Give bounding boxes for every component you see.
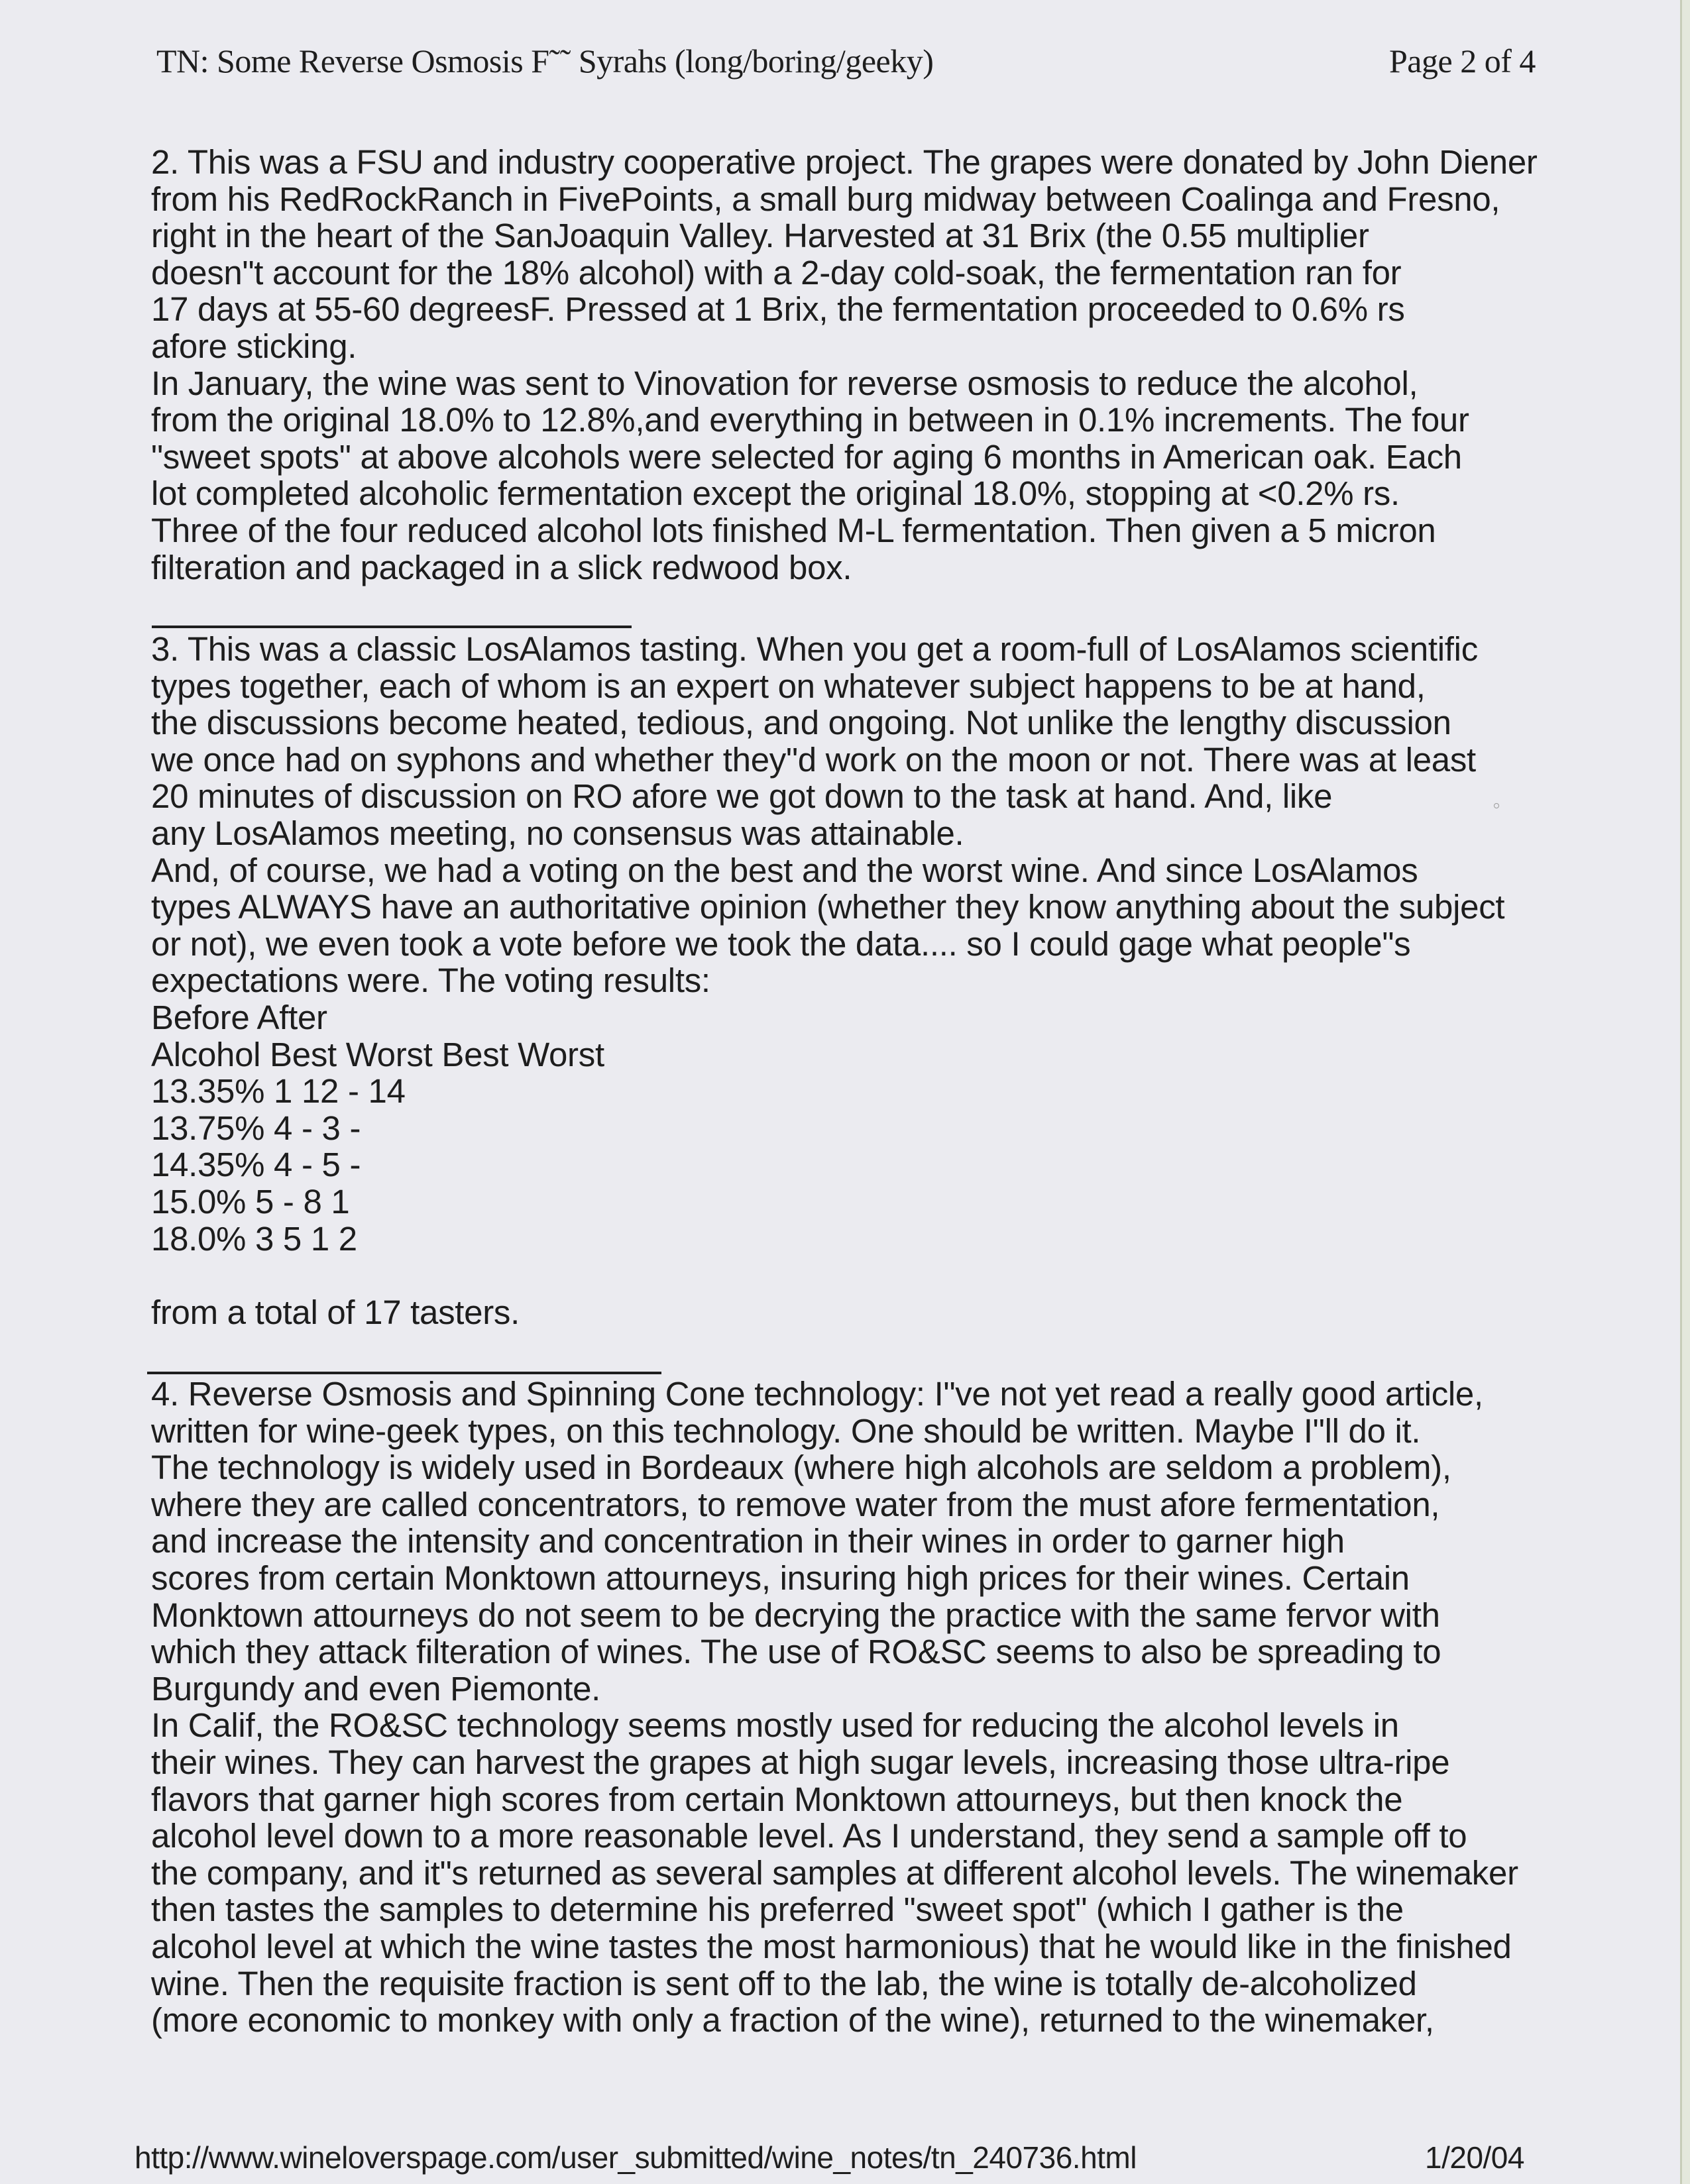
voting-column-header: Alcohol Best Worst Best Worst (151, 1035, 604, 1073)
text-line: scores from certain Monktown attourneys, insuring high prices for their wines. Certain (151, 1558, 1410, 1597)
text-line: alcohol level down to a more reasonable level. As I understand, they send a sample off to (151, 1817, 1467, 1855)
text-line: flavors that garner high scores from certain Monktown attourneys, but then knock the (151, 1780, 1403, 1818)
text-line: from the original 18.0% to 12.8%,and everything in between in 0.1% increments. The four (151, 401, 1469, 439)
text-line: The technology is widely used in Bordeaux (where high alcohols are seldom a problem), (151, 1448, 1451, 1487)
text-line: In January, the wine was sent to Vinovation for reverse osmosis to reduce the alcohol, (151, 364, 1418, 402)
text-line: "sweet spots" at above alcohols were selected for aging 6 months in American oak. Each (151, 437, 1462, 476)
text-line: their wines. They can harvest the grapes at high sugar levels, increasing those ultra-ripe (151, 1743, 1450, 1781)
text-line: expectations were. The voting results: (151, 961, 710, 1000)
text-line: afore sticking. (151, 327, 357, 365)
text-line: In Calif, the RO&SC technology seems mostly used for reducing the alcohol levels in (151, 1706, 1399, 1745)
text-line: the company, and it"s returned as several samples at different alcohol levels. The winemaker (151, 1853, 1518, 1892)
section-3 (151, 631, 1504, 1331)
section-divider (152, 626, 632, 628)
text-line: the discussions become heated, tedious, and ongoing. Not unlike the lengthy discussion (151, 704, 1451, 742)
scan-speck (1494, 803, 1499, 808)
text-line: from his RedRockRanch in FivePoints, a small burg midway between Coalinga and Fresno, (151, 180, 1500, 218)
voting-group-header: Before After (151, 998, 327, 1036)
text-line: types together, each of whom is an expert on whatever subject happens to be at hand, (151, 667, 1426, 705)
text-line: types ALWAYS have an authoritative opinion (whether they know anything about the subject (151, 888, 1505, 926)
section-divider (147, 1372, 661, 1374)
section-2 (151, 144, 1538, 586)
text-line: then tastes the samples to determine his preferred "sweet spot" (which I gather is the (151, 1890, 1404, 1929)
footer-url: http://www.wineloverspage.com/user_submitted/wine_notes/tn_240736.html (135, 2140, 1137, 2175)
section-4 (151, 1376, 1518, 2039)
text-line: doesn"t account for the 18% alcohol) with a 2-day cold-soak, the fermentation ran for (151, 253, 1402, 292)
text-line: Three of the four reduced alcohol lots finished M-L fermentation. Then given a 5 micron (151, 511, 1436, 549)
voting-row: 13.35% 1 12 - 14 (151, 1072, 406, 1111)
blank-line (151, 1257, 1504, 1294)
voting-table (151, 999, 1504, 1257)
text-line: 17 days at 55-60 degreesF. Pressed at 1 Brix, the fermentation proceeded to 0.6% rs (151, 290, 1405, 329)
text-line: 3. This was a classic LosAlamos tasting. When you get a room-full of LosAlamos scientific (151, 630, 1478, 668)
footer-date: 1/20/04 (1425, 2140, 1524, 2175)
text-line: written for wine-geek types, on this technology. One should be written. Maybe I"ll do it. (151, 1411, 1421, 1450)
text-line: alcohol level at which the wine tastes the most harmonious) that he would like in the finished (151, 1927, 1512, 1965)
page-number: Page 2 of 4 (1389, 42, 1536, 80)
page-edge (1682, 0, 1690, 2184)
text-line: any LosAlamos meeting, no consensus was attainable. (151, 814, 964, 852)
tasters-note: from a total of 17 tasters. (151, 1293, 520, 1331)
text-line: which they attack filteration of wines. The use of RO&SC seems to also be spreading to (151, 1633, 1441, 1671)
text-line: lot completed alcoholic fermentation except the original 18.0%, stopping at <0.2% rs. (151, 474, 1400, 513)
voting-row: 15.0% 5 - 8 1 (151, 1182, 350, 1221)
text-line: and increase the intensity and concentration in their wines in order to garner high (151, 1522, 1345, 1560)
text-line: filteration and packaged in a slick redwood box. (151, 548, 852, 586)
text-line: Monktown attourneys do not seem to be decrying the practice with the same fervor with (151, 1596, 1440, 1634)
voting-row: 18.0% 3 5 1 2 (151, 1219, 357, 1258)
text-line: where they are called concentrators, to remove water from the must afore fermentation, (151, 1485, 1440, 1523)
text-line: or not), we even took a vote before we took the data.... so I could gage what people"s (151, 924, 1411, 963)
text-line: 4. Reverse Osmosis and Spinning Cone technology: I"ve not yet read a really good article, (151, 1375, 1483, 1413)
text-line: wine. Then the requisite fraction is sent off to the lab, the wine is totally de-alcoholized (151, 1964, 1417, 2002)
text-line: And, of course, we had a voting on the best and the worst wine. And since LosAlamos (151, 851, 1418, 889)
text-line: 20 minutes of discussion on RO afore we got down to the task at hand. And, like (151, 777, 1333, 816)
document-title: TN: Some Reverse Osmosis F˜˜ Syrahs (long/boring/geeky) (156, 42, 934, 80)
voting-row: 14.35% 4 - 5 - (151, 1146, 361, 1184)
text-line: 2. This was a FSU and industry cooperative project. The grapes were donated by John Diener (151, 143, 1538, 181)
text-line: (more economic to monkey with only a fraction of the wine), returned to the winemaker, (151, 2001, 1434, 2040)
text-line: we once had on syphons and whether they"d work on the moon or not. There was at least (151, 740, 1476, 779)
voting-row: 13.75% 4 - 3 - (151, 1109, 361, 1147)
text-line: right in the heart of the SanJoaquin Valley. Harvested at 31 Brix (the 0.55 multiplier (151, 217, 1369, 255)
text-line: Burgundy and even Piemonte. (151, 1669, 601, 1708)
